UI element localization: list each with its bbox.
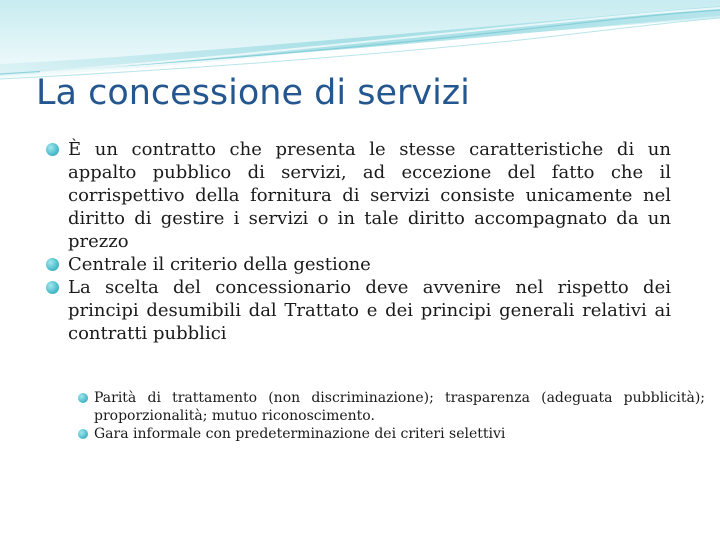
list-item bbox=[45, 253, 671, 276]
bullet-list bbox=[45, 138, 671, 345]
bullet-text: Centrale il criterio della gestione bbox=[68, 254, 371, 275]
round-bullet-icon bbox=[78, 393, 88, 403]
page-title: La concessione di servizi bbox=[36, 73, 470, 113]
round-bullet-icon bbox=[78, 429, 88, 439]
bullet-text: È un contratto che presenta le stesse caratteristiche di un appalto pubblico di servizi, ad eccezione del fatto che il corrispettivo della fornitura di servizi consiste unicamente nel diritto di gestire i servizi o in tale diritto accompagnato da un prezzo bbox=[68, 139, 671, 252]
round-bullet-icon bbox=[46, 143, 59, 156]
sub-bullet-list bbox=[77, 389, 705, 443]
bullet-text: La scelta del concessionario deve avvenire nel rispetto dei principi desumibili dal Trattato e dei principi generali relativi ai contratti pubblici bbox=[68, 277, 671, 344]
list-item bbox=[45, 276, 671, 345]
round-bullet-icon bbox=[46, 258, 59, 271]
round-bullet-icon bbox=[46, 281, 59, 294]
list-item bbox=[45, 138, 671, 253]
sub-bullet-text: Parità di trattamento (non discriminazione); trasparenza (adeguata pubblicità); proporzionalità; mutuo riconoscimento. bbox=[94, 390, 705, 424]
list-item bbox=[77, 425, 705, 443]
sub-bullet-text: Gara informale con predeterminazione dei criteri selettivi bbox=[94, 426, 506, 442]
list-item bbox=[77, 389, 705, 425]
